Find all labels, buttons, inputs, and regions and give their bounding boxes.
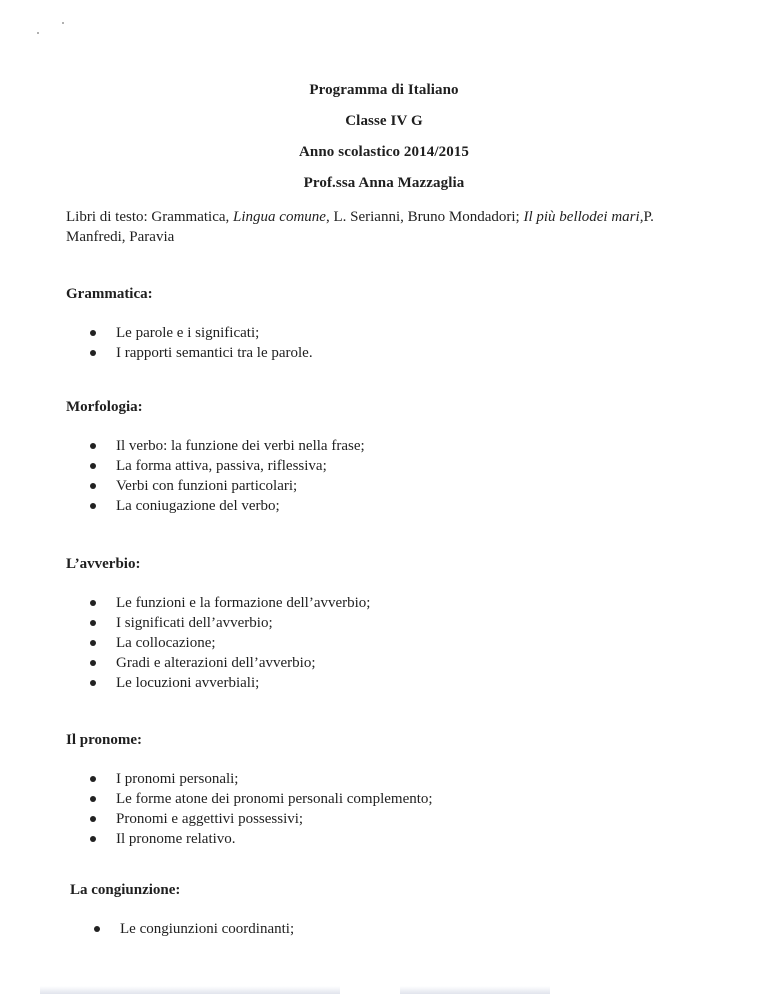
list-item xyxy=(66,769,706,789)
list-item xyxy=(66,436,706,456)
list-item-text: I pronomi personali; xyxy=(116,771,239,787)
list-item-text: Pronomi e aggettivi possessivi; xyxy=(116,811,304,827)
scan-edge-shadow xyxy=(40,986,340,994)
list-item-text: Le locuzioni avverbiali; xyxy=(116,675,260,691)
list-item-text: La forma attiva, passiva, riflessiva; xyxy=(116,458,327,474)
list-item xyxy=(66,476,706,496)
bullet-icon xyxy=(90,620,96,626)
bullet-icon xyxy=(90,776,96,782)
bullet-icon xyxy=(90,680,96,686)
bullet-icon xyxy=(90,816,96,822)
list-item-text: Le funzioni e la formazione dell’avverbio; xyxy=(116,595,371,611)
list-item-text: I rapporti semantici tra le parole. xyxy=(116,345,313,361)
list-item xyxy=(66,456,706,476)
bullet-icon xyxy=(90,660,96,666)
bullet-icon xyxy=(90,463,96,469)
list-item xyxy=(66,613,706,633)
item-list xyxy=(66,323,706,363)
item-list xyxy=(70,919,710,939)
teacher-name: Prof.ssa Anna Mazzaglia xyxy=(303,175,465,191)
textbook-2-authors: P. Manfredi, Paravia xyxy=(66,209,654,245)
list-item xyxy=(66,809,706,829)
list-item-text: Gradi e alterazioni dell’avverbio; xyxy=(116,655,316,671)
list-item-text: Le forme atone dei pronomi personali complemento; xyxy=(116,791,433,807)
item-list xyxy=(66,593,706,693)
bullet-icon xyxy=(90,330,96,336)
document-title: Programma di Italiano xyxy=(309,82,459,98)
textbooks-paragraph xyxy=(66,207,706,247)
list-item xyxy=(66,593,706,613)
list-item-text: Il pronome relativo. xyxy=(116,831,236,847)
scan-speck xyxy=(37,32,39,34)
list-item xyxy=(66,323,706,343)
item-list xyxy=(66,769,706,849)
list-item-text: La collocazione; xyxy=(116,635,216,651)
list-item xyxy=(66,343,706,363)
textbooks-prefix: Libri di testo: Grammatica, xyxy=(66,209,234,225)
section-grammatica xyxy=(66,284,706,363)
section-avverbio xyxy=(66,554,706,693)
list-item xyxy=(66,633,706,653)
bullet-icon xyxy=(94,926,100,932)
section-congiunzione xyxy=(70,880,710,939)
textbook-2-title: Il più bellodei mari, xyxy=(523,209,644,225)
section-title: Grammatica: xyxy=(66,286,153,302)
section-title: Morfologia: xyxy=(66,399,143,415)
class-label: Classe IV G xyxy=(345,113,423,129)
section-title: Il pronome: xyxy=(66,732,142,748)
list-item-text: Le congiunzioni coordinanti; xyxy=(120,921,295,937)
section-morfologia xyxy=(66,397,706,516)
bullet-icon xyxy=(90,443,96,449)
section-title: L’avverbio: xyxy=(66,556,141,572)
bullet-icon xyxy=(90,640,96,646)
list-item-text: I significati dell’avverbio; xyxy=(116,615,273,631)
bullet-icon xyxy=(90,483,96,489)
list-item-text: Verbi con funzioni particolari; xyxy=(116,478,298,494)
bullet-icon xyxy=(90,503,96,509)
scan-speck xyxy=(62,22,64,24)
list-item xyxy=(70,919,710,939)
school-year: Anno scolastico 2014/2015 xyxy=(298,144,469,160)
bullet-icon xyxy=(90,836,96,842)
list-item-text: Il verbo: la funzione dei verbi nella frase; xyxy=(116,438,365,454)
bullet-icon xyxy=(90,350,96,356)
section-title: La congiunzione: xyxy=(70,882,181,898)
item-list xyxy=(66,436,706,516)
list-item xyxy=(66,496,706,516)
textbook-1-title: Lingua comune xyxy=(233,209,326,225)
section-pronome xyxy=(66,730,706,849)
bullet-icon xyxy=(90,796,96,802)
list-item-text: Le parole e i significati; xyxy=(116,325,260,341)
list-item xyxy=(66,829,706,849)
textbook-1-authors: , L. Serianni, Bruno Mondadori; xyxy=(325,209,524,225)
list-item xyxy=(66,789,706,809)
bullet-icon xyxy=(90,600,96,606)
list-item xyxy=(66,673,706,693)
scan-edge-shadow xyxy=(400,986,550,994)
list-item xyxy=(66,653,706,673)
list-item-text: La coniugazione del verbo; xyxy=(116,498,280,514)
